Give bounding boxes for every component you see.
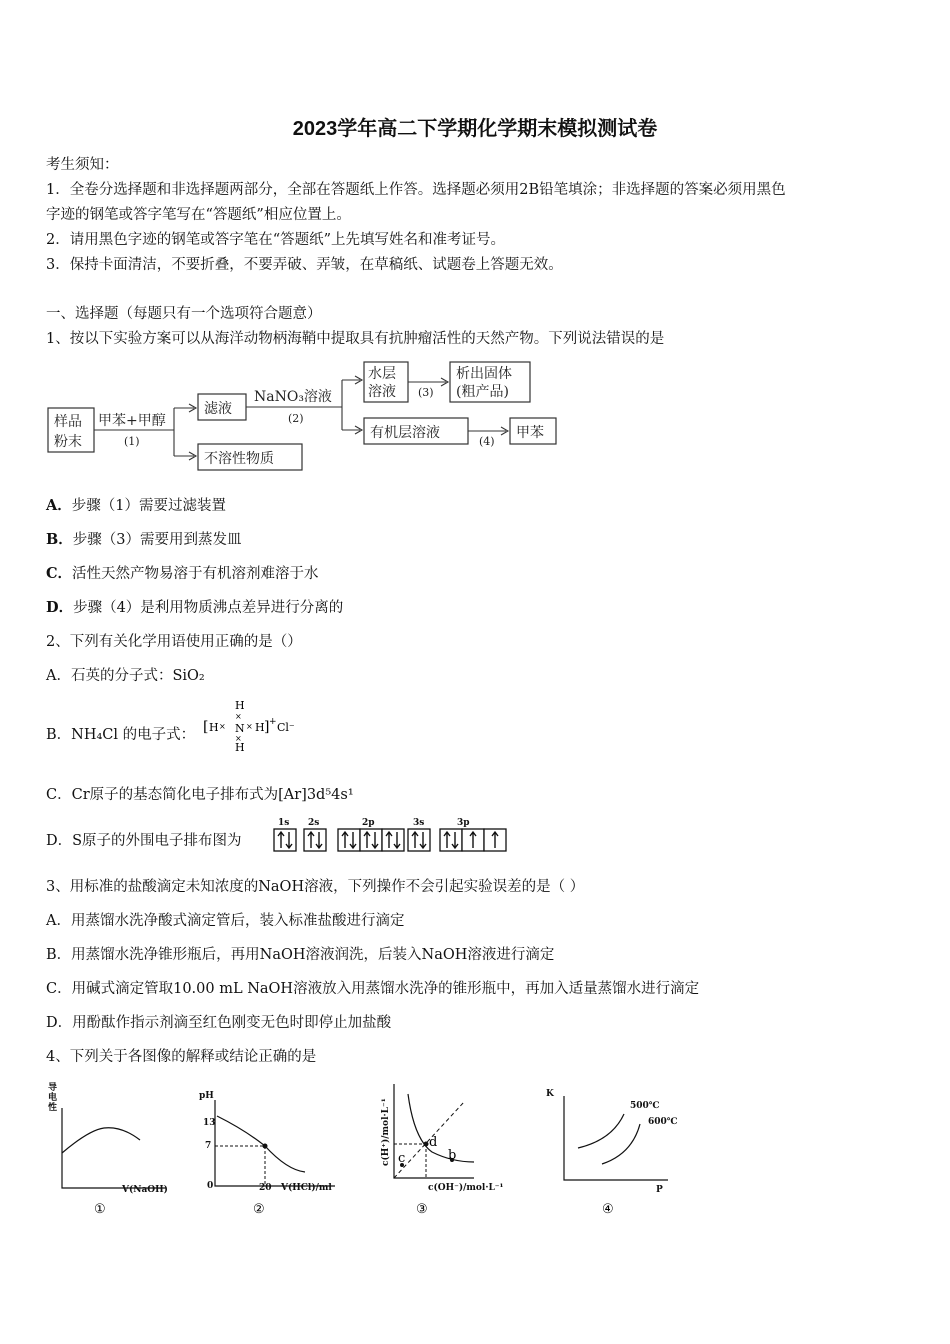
q3-option-A: A．用蒸馏水洗净酸式滴定管后，装入标准盐酸进行滴定 bbox=[46, 913, 405, 929]
g1-xlabel: V(NaOH) bbox=[122, 1185, 168, 1195]
orbital-label-3s: 3s bbox=[413, 818, 425, 828]
solid-text-1: 析出固体 bbox=[456, 366, 512, 382]
q1-option-D-key: D． bbox=[46, 599, 74, 616]
sample-text-2: 粉末 bbox=[54, 434, 82, 450]
q1-stem: 1、按以下实验方案可以从海洋动物柄海鞘中提取具有抗肿瘤活性的天然产物。下列说法错误的是 bbox=[46, 331, 665, 347]
orbital-box bbox=[360, 829, 382, 851]
g3-point-d: d bbox=[429, 1135, 438, 1150]
g3-xlabel: c(OH⁻)/mol·L⁻¹ bbox=[428, 1183, 504, 1193]
q3-option-C: C．用碱式滴定管取10.00 mL NaOH溶液放入用蒸馏水洗净的锥形瓶中，再加入适量蒸馏水进行滴定 bbox=[46, 981, 700, 997]
q1-flow-diagram bbox=[46, 356, 566, 476]
g2-y13: 13 bbox=[203, 1118, 216, 1128]
s-orbital-diagram bbox=[272, 815, 507, 857]
g2-y7: 7 bbox=[205, 1141, 212, 1151]
q2-option-C: C．Cr原子的基态简化电子排布式为[Ar]3d⁵4s¹ bbox=[46, 787, 354, 803]
g4-label-600: 600℃ bbox=[648, 1117, 678, 1127]
q1-option-C-key: C． bbox=[46, 565, 73, 582]
svg-text:×: × bbox=[235, 734, 242, 743]
g2-xlabel: V(HCl)/ml bbox=[281, 1183, 332, 1193]
ef-h-bottom: H bbox=[235, 741, 245, 754]
q1-option-B-text: 步骤（3）需要用到蒸发皿 bbox=[72, 532, 242, 548]
g2-x20: 20 bbox=[259, 1183, 272, 1193]
g3-point-c: c bbox=[398, 1151, 406, 1166]
orbital-box bbox=[408, 829, 430, 851]
notice-line-1: 1．全卷分选择题和非选择题两部分，全部在答题纸上作答。选择题必须用2B铅笔填涂；非选择题的答案必须用黑色 bbox=[46, 182, 786, 198]
svg-text:×: × bbox=[246, 722, 253, 731]
insoluble-text: 不溶性物质 bbox=[204, 451, 274, 467]
q1-option-A-text: 步骤（1）需要过滤装置 bbox=[71, 498, 226, 514]
section-heading: 一、选择题（每题只有一个选项符合题意） bbox=[46, 306, 322, 322]
sample-text-1: 样品 bbox=[54, 414, 82, 430]
orbital-label-3p: 3p bbox=[457, 818, 470, 828]
g3-point-b: b bbox=[448, 1148, 457, 1163]
orbital-box bbox=[304, 829, 326, 851]
q4-stem: 4、下列关于各图像的解释或结论正确的是 bbox=[46, 1049, 317, 1065]
g4-label-500: 500℃ bbox=[630, 1101, 660, 1111]
step2-num: (2) bbox=[288, 412, 304, 425]
nh4cl-electron-formula bbox=[200, 697, 310, 755]
water-text-1: 水层 bbox=[368, 366, 396, 382]
step2-label: NaNO₃溶液 bbox=[254, 389, 332, 405]
g3-num: ③ bbox=[416, 1202, 428, 1217]
graph-3 bbox=[374, 1074, 534, 1218]
toluene-text: 甲苯 bbox=[516, 425, 544, 441]
ef-h-left: H bbox=[209, 721, 219, 734]
g2-num: ② bbox=[253, 1202, 265, 1217]
g2-ylabel: pH bbox=[199, 1091, 214, 1101]
filtrate-text: 滤液 bbox=[204, 401, 232, 417]
g4-ylabel: K bbox=[546, 1089, 554, 1099]
svg-text:]: ] bbox=[264, 719, 270, 735]
page-title: 2023学年高二下学期化学期末模拟测试卷 bbox=[292, 118, 658, 140]
svg-text:×: × bbox=[235, 712, 242, 721]
q2-option-D: D．S原子的外围电子排布图为 bbox=[46, 833, 242, 849]
solid-text-2: (粗产品) bbox=[456, 384, 509, 400]
q2-stem: 2、下列有关化学用语使用正确的是（） bbox=[46, 634, 302, 650]
orbital-box bbox=[274, 829, 296, 851]
notice-line-2: 字迹的钢笔或答字笔写在“答题纸”相应位置上。 bbox=[46, 207, 351, 223]
q1-option-B-key: B． bbox=[46, 531, 73, 548]
orbital-label-1s: 1s bbox=[278, 818, 290, 828]
notice-line-3: 2．请用黑色字迹的钢笔或答字笔在“答题纸”上先填写姓名和准考证号。 bbox=[46, 232, 506, 248]
orbital-label-2s: 2s bbox=[308, 818, 320, 828]
water-text-2: 溶液 bbox=[368, 384, 396, 400]
orbital-box bbox=[440, 829, 462, 851]
step4-num: (4) bbox=[479, 435, 495, 448]
g1-ylabel-2: 电 bbox=[48, 1093, 58, 1103]
ef-cl: Cl⁻ bbox=[277, 721, 295, 734]
q1-option-D-text: 步骤（4）是利用物质沸点差异进行分离的 bbox=[73, 600, 344, 616]
svg-text:×: × bbox=[219, 722, 226, 731]
orbital-box bbox=[338, 829, 360, 851]
q2-option-B: B．NH₄Cl 的电子式： bbox=[46, 727, 196, 743]
ef-plus: + bbox=[269, 717, 277, 727]
step1-label: 甲苯+甲醇 bbox=[98, 413, 166, 429]
g4-xlabel: P bbox=[656, 1185, 663, 1195]
graph-1 bbox=[44, 1078, 174, 1218]
organic-text: 有机层溶液 bbox=[370, 425, 440, 441]
g1-ylabel-3: 性 bbox=[48, 1103, 58, 1113]
g4-num: ④ bbox=[602, 1202, 614, 1217]
q3-option-B: B．用蒸馏水洗净锥形瓶后，再用NaOH溶液润洗，后装入NaOH溶液进行滴定 bbox=[46, 947, 555, 963]
orbital-box bbox=[382, 829, 404, 851]
q2-option-A: A．石英的分子式：SiO₂ bbox=[46, 668, 205, 684]
q3-option-D: D．用酚酞作指示剂滴至红色刚变无色时即停止加盐酸 bbox=[46, 1015, 392, 1031]
ef-n: N bbox=[235, 722, 245, 735]
ef-h-top: H bbox=[235, 699, 245, 712]
notice-heading: 考生须知： bbox=[46, 157, 119, 173]
g1-ylabel-1: 导 bbox=[48, 1083, 58, 1093]
step1-num: (1) bbox=[124, 435, 140, 448]
step3-num: (3) bbox=[418, 386, 434, 399]
q3-stem: 3、用标准的盐酸滴定未知浓度的NaOH溶液，下列操作不会引起实验误差的是（ ） bbox=[46, 879, 585, 895]
q1-option-C-text: 活性天然产物易溶于有机溶剂难溶于水 bbox=[72, 566, 319, 582]
q1-option-A-key: A． bbox=[46, 497, 72, 514]
g3-ylabel: c(H⁺)/mol·L⁻¹ bbox=[381, 1098, 391, 1166]
graph-2 bbox=[195, 1078, 345, 1218]
g1-num: ① bbox=[94, 1202, 106, 1217]
orbital-label-2p: 2p bbox=[362, 818, 375, 828]
svg-text:[: [ bbox=[203, 719, 209, 735]
ef-h-right: H bbox=[255, 721, 265, 734]
graph-4 bbox=[544, 1078, 684, 1218]
notice-line-4: 3．保持卡面清洁，不要折叠，不要弄破、弄皱，在草稿纸、试题卷上答题无效。 bbox=[46, 257, 563, 273]
g2-origin: 0 bbox=[207, 1181, 214, 1191]
